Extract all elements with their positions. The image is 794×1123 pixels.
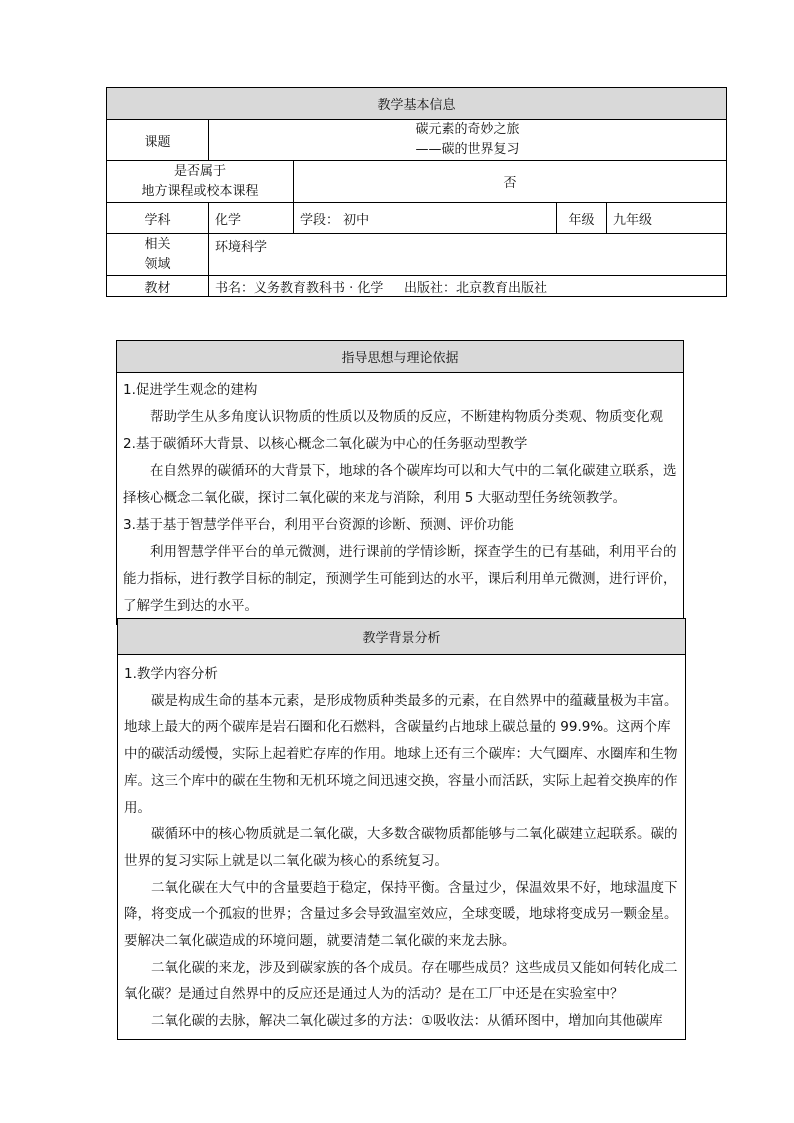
basic-info-header: 教学基本信息 — [107, 88, 727, 120]
background-text-5: 二氧化碳的去脉，解决二氧化碳过多的方法：①吸收法：从循环图中，增加向其他碳库 — [151, 1013, 663, 1030]
background-text-4: 二氧化碳的来龙，涉及到碳家族的各个成员。存在哪些成员？这些成员又能如何转化成二氧化碳？是通过自然界中的反应还是通过人为的活动？是在工厂中还是在实验室中？ — [124, 959, 678, 1003]
topic-label: 课题 — [107, 120, 209, 161]
background-text-2: 碳循环中的核心物质就是二氧化碳，大多数含碳物质都能够与二氧化碳建立起联系。碳的世界的复习实际上就是以二氧化碳为核心的系统复习。 — [124, 826, 678, 869]
basic-info-table — [106, 87, 727, 297]
background-text-3: 二氧化碳在大气中的含量要趋于稳定，保持平衡。含量过少，保温效果不好，地球温度下降，将变成一个孤寂的世界；含量过多会导致温室效应，全球变暖，地球将变成另一颗金星。要解决二氧化碳造成的环境问题，就要清楚二氧化碳的来龙去脉。 — [124, 879, 678, 950]
related-field-label — [107, 234, 209, 276]
background-body — [118, 655, 686, 1040]
textbook-value: 书名：义务教育教科书 · 化学 出版社：北京教育出版社 — [209, 276, 727, 297]
subject-label: 学科 — [107, 203, 209, 234]
related-field-value: 环境科学 — [209, 234, 727, 276]
guiding-point-2: 2.基于碳循环大背景、以核心概念二氧化碳为中心的任务驱动型教学 — [123, 436, 528, 452]
guiding-text-2: 在自然界的碳循环的大背景下，地球的各个碳库均可以和大气中的二氧化碳建立联系，选择核心概念二氧化碳，探讨二氧化碳的来龙与消除，利用 5 大驱动型任务统领教学。 — [123, 463, 677, 506]
local-course-value: 否 — [294, 161, 727, 203]
stage-text: 学段： 初中 — [294, 203, 557, 234]
grade-label: 年级 — [557, 203, 607, 234]
local-course-label-line-2: 地方课程或校本课程 — [141, 183, 259, 199]
topic-line-1: 碳元素的奇妙之旅 — [415, 122, 520, 137]
guiding-header: 指导思想与理论依据 — [117, 341, 684, 373]
grade-value: 九年级 — [607, 203, 727, 234]
guiding-point-1: 1.促进学生观念的建构 — [123, 382, 258, 398]
subject-value: 化学 — [209, 203, 294, 234]
guiding-text-3: 利用智慧学伴平台的单元微测，进行课前的学情诊断，探查学生的已有基础，利用平台的能力指标，进行教学目标的制定，预测学生可能到达的水平，课后利用单元微测，进行评价，了解学生到达的水平。 — [123, 544, 677, 614]
guiding-body — [117, 373, 684, 625]
local-course-label — [107, 161, 294, 203]
background-point-1: 1.教学内容分析 — [124, 666, 218, 682]
topic-value — [209, 120, 727, 161]
background-header: 教学背景分析 — [118, 619, 686, 655]
background-text-1: 碳是构成生命的基本元素，是形成物质种类最多的元素，在自然界中的蕴藏量极为丰富。地球上最大的两个碳库是岩石圈和化石燃料，含碳量约占地球上碳总量的 99.9%。这两个库中的碳活动缓慢，实际上起着贮存库的作用。地球上还有三个碳库：大气圈库、水圈库和生物库。这三个库中的碳在生物和无机环境之间迅速交换，容量小而活跃，实际上起着交换库的作用。 — [124, 692, 678, 816]
background-analysis-table — [117, 618, 686, 1040]
guiding-point-3: 3.基于基于智慧学伴平台，利用平台资源的诊断、预测、评价功能 — [123, 517, 514, 533]
topic-line-2: ——碳的世界复习 — [415, 142, 520, 157]
guiding-thought-table — [116, 340, 684, 625]
textbook-label: 教材 — [107, 276, 209, 297]
related-label-line-1: 相关 — [144, 236, 171, 252]
local-course-label-line-1: 是否属于 — [173, 163, 226, 179]
guiding-text-1: 帮助学生从多角度认识物质的性质以及物质的反应，不断建构物质分类观、物质变化观 — [150, 409, 663, 425]
related-label-line-2: 领域 — [144, 256, 171, 272]
